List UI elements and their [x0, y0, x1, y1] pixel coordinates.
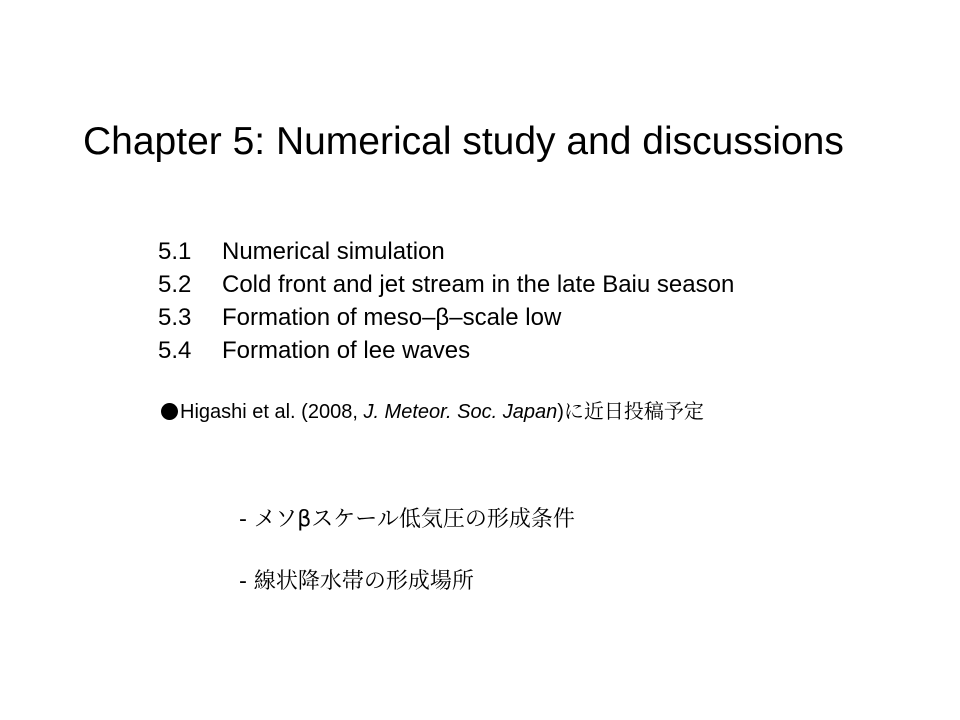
section-label: Numerical simulation — [222, 238, 445, 265]
note-item: - メソβスケール低気圧の形成条件 — [239, 507, 575, 532]
reference-line — [161, 398, 704, 426]
reference-authors-year: Higashi et al. (2008, — [180, 401, 364, 423]
section-label: Cold front and jet stream in the late Baiu season — [222, 271, 735, 298]
section-number: 5.4 — [158, 337, 192, 364]
section-item — [158, 302, 734, 335]
section-label: Formation of lee waves — [222, 337, 471, 364]
section-number: 5.2 — [158, 271, 192, 298]
note-item: - 線状降水帯の形成場所 — [239, 569, 474, 594]
notes-list — [239, 503, 575, 627]
section-label: Formation of meso–β–scale low — [222, 304, 562, 331]
reference-suffix: )に近日投稿予定 — [557, 401, 704, 423]
section-item — [158, 335, 734, 368]
section-item — [158, 269, 734, 302]
section-item — [158, 236, 734, 269]
reference-journal: J. Meteor. Soc. Japan — [363, 401, 558, 423]
filled-circle-icon — [161, 403, 178, 420]
slide-title: Chapter 5: Numerical study and discussions — [83, 120, 844, 163]
section-number: 5.3 — [158, 304, 192, 331]
section-list — [158, 236, 734, 368]
section-number: 5.1 — [158, 238, 192, 265]
